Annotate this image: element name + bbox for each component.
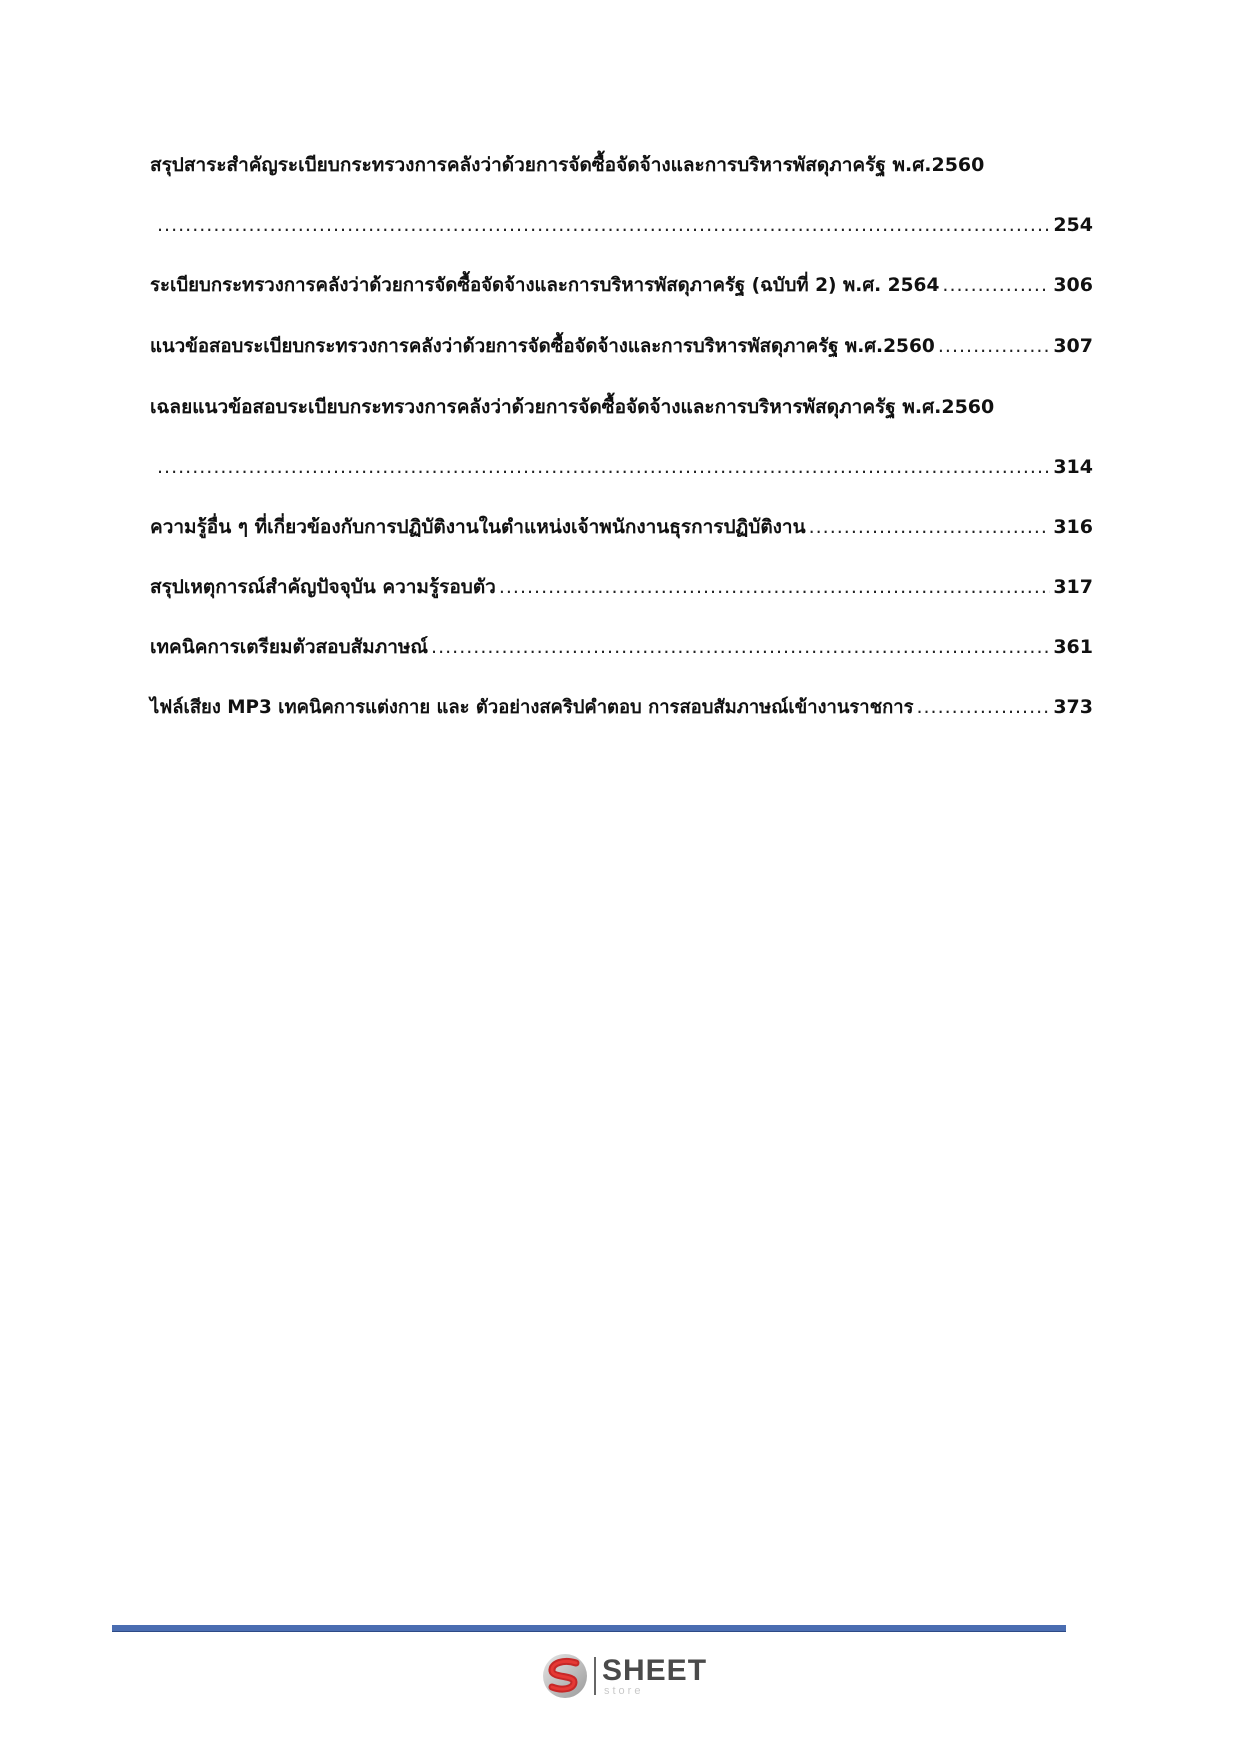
logo-divider: [594, 1657, 596, 1695]
table-of-contents: [150, 150, 1093, 753]
toc-leader-dots: [499, 572, 1050, 602]
toc-leader-dots: [942, 270, 1050, 300]
toc-leader-dots: [938, 331, 1050, 361]
toc-entry-page: 361: [1053, 636, 1093, 658]
toc-leader-dots: [157, 210, 1050, 240]
toc-entry[interactable]: [150, 512, 1093, 542]
toc-leader-dots: [431, 632, 1050, 662]
toc-entry-page: 373: [1053, 696, 1093, 718]
toc-entry-title: แนวข้อสอบระเบียบกระทรวงการคลังว่าด้วยการจัดซื้อจัดจ้างและการบริหารพัสดุภาครัฐ พ.ศ.2560: [150, 336, 935, 357]
toc-leader-dots: [916, 692, 1050, 722]
toc-entry[interactable]: [150, 572, 1093, 602]
toc-entry-title: ความรู้อื่น ๆ ที่เกี่ยวข้องกับการปฏิบัติงานในตำแหน่งเจ้าพนักงานธุรการปฏิบัติงาน: [150, 516, 806, 538]
toc-entry-title: สรุปสาระสำคัญระเบียบกระทรวงการคลังว่าด้วยการจัดซื้อจัดจ้างและการบริหารพัสดุภาครัฐ พ.ศ.2560: [150, 154, 985, 176]
toc-entry[interactable]: [150, 331, 1093, 362]
toc-entry-title: สรุปเหตุการณ์สำคัญปัจจุบัน ความรู้รอบตัว: [150, 576, 496, 598]
sheet-store-logo: [540, 1650, 707, 1702]
logo-text: [602, 1653, 708, 1697]
toc-entry-page: 254: [1053, 214, 1093, 236]
toc-entry-title: เทคนิคการเตรียมตัวสอบสัมภาษณ์: [150, 636, 429, 658]
sheet-s-logo-icon: [540, 1651, 590, 1701]
footer-divider: [112, 1625, 1066, 1632]
toc-entry-title: เฉลยแนวข้อสอบระเบียบกระทรวงการคลังว่าด้วยการจัดซื้อจัดจ้างและการบริหารพัสดุภาครัฐ พ.ศ.2560: [150, 396, 995, 418]
toc-leader-dots: [809, 512, 1051, 542]
toc-entry-page: 306: [1053, 274, 1093, 296]
logo-word: SHEET: [602, 1653, 708, 1687]
toc-entry[interactable]: [150, 632, 1093, 662]
toc-leader-dots: [157, 452, 1050, 482]
toc-entry[interactable]: [150, 270, 1093, 301]
toc-entry[interactable]: [150, 150, 1093, 240]
toc-entry[interactable]: [150, 692, 1093, 723]
toc-entry-title: ระเบียบกระทรวงการคลังว่าด้วยการจัดซื้อจัดจ้างและการบริหารพัสดุภาครัฐ (ฉบับที่ 2) พ.ศ. 2564: [150, 275, 940, 296]
logo-sub: store: [604, 1684, 644, 1697]
toc-entry-page: 307: [1053, 335, 1093, 357]
toc-entry-title: ไฟล์เสียง MP3 เทคนิคการแต่งกาย และ ตัวอย่างสคริปคำตอบ การสอบสัมภาษณ์เข้างานราชการ: [150, 697, 914, 718]
toc-entry-page: 314: [1053, 456, 1093, 478]
toc-entry-page: 316: [1053, 516, 1093, 538]
toc-entry[interactable]: [150, 392, 1093, 482]
toc-entry-page: 317: [1053, 576, 1093, 598]
